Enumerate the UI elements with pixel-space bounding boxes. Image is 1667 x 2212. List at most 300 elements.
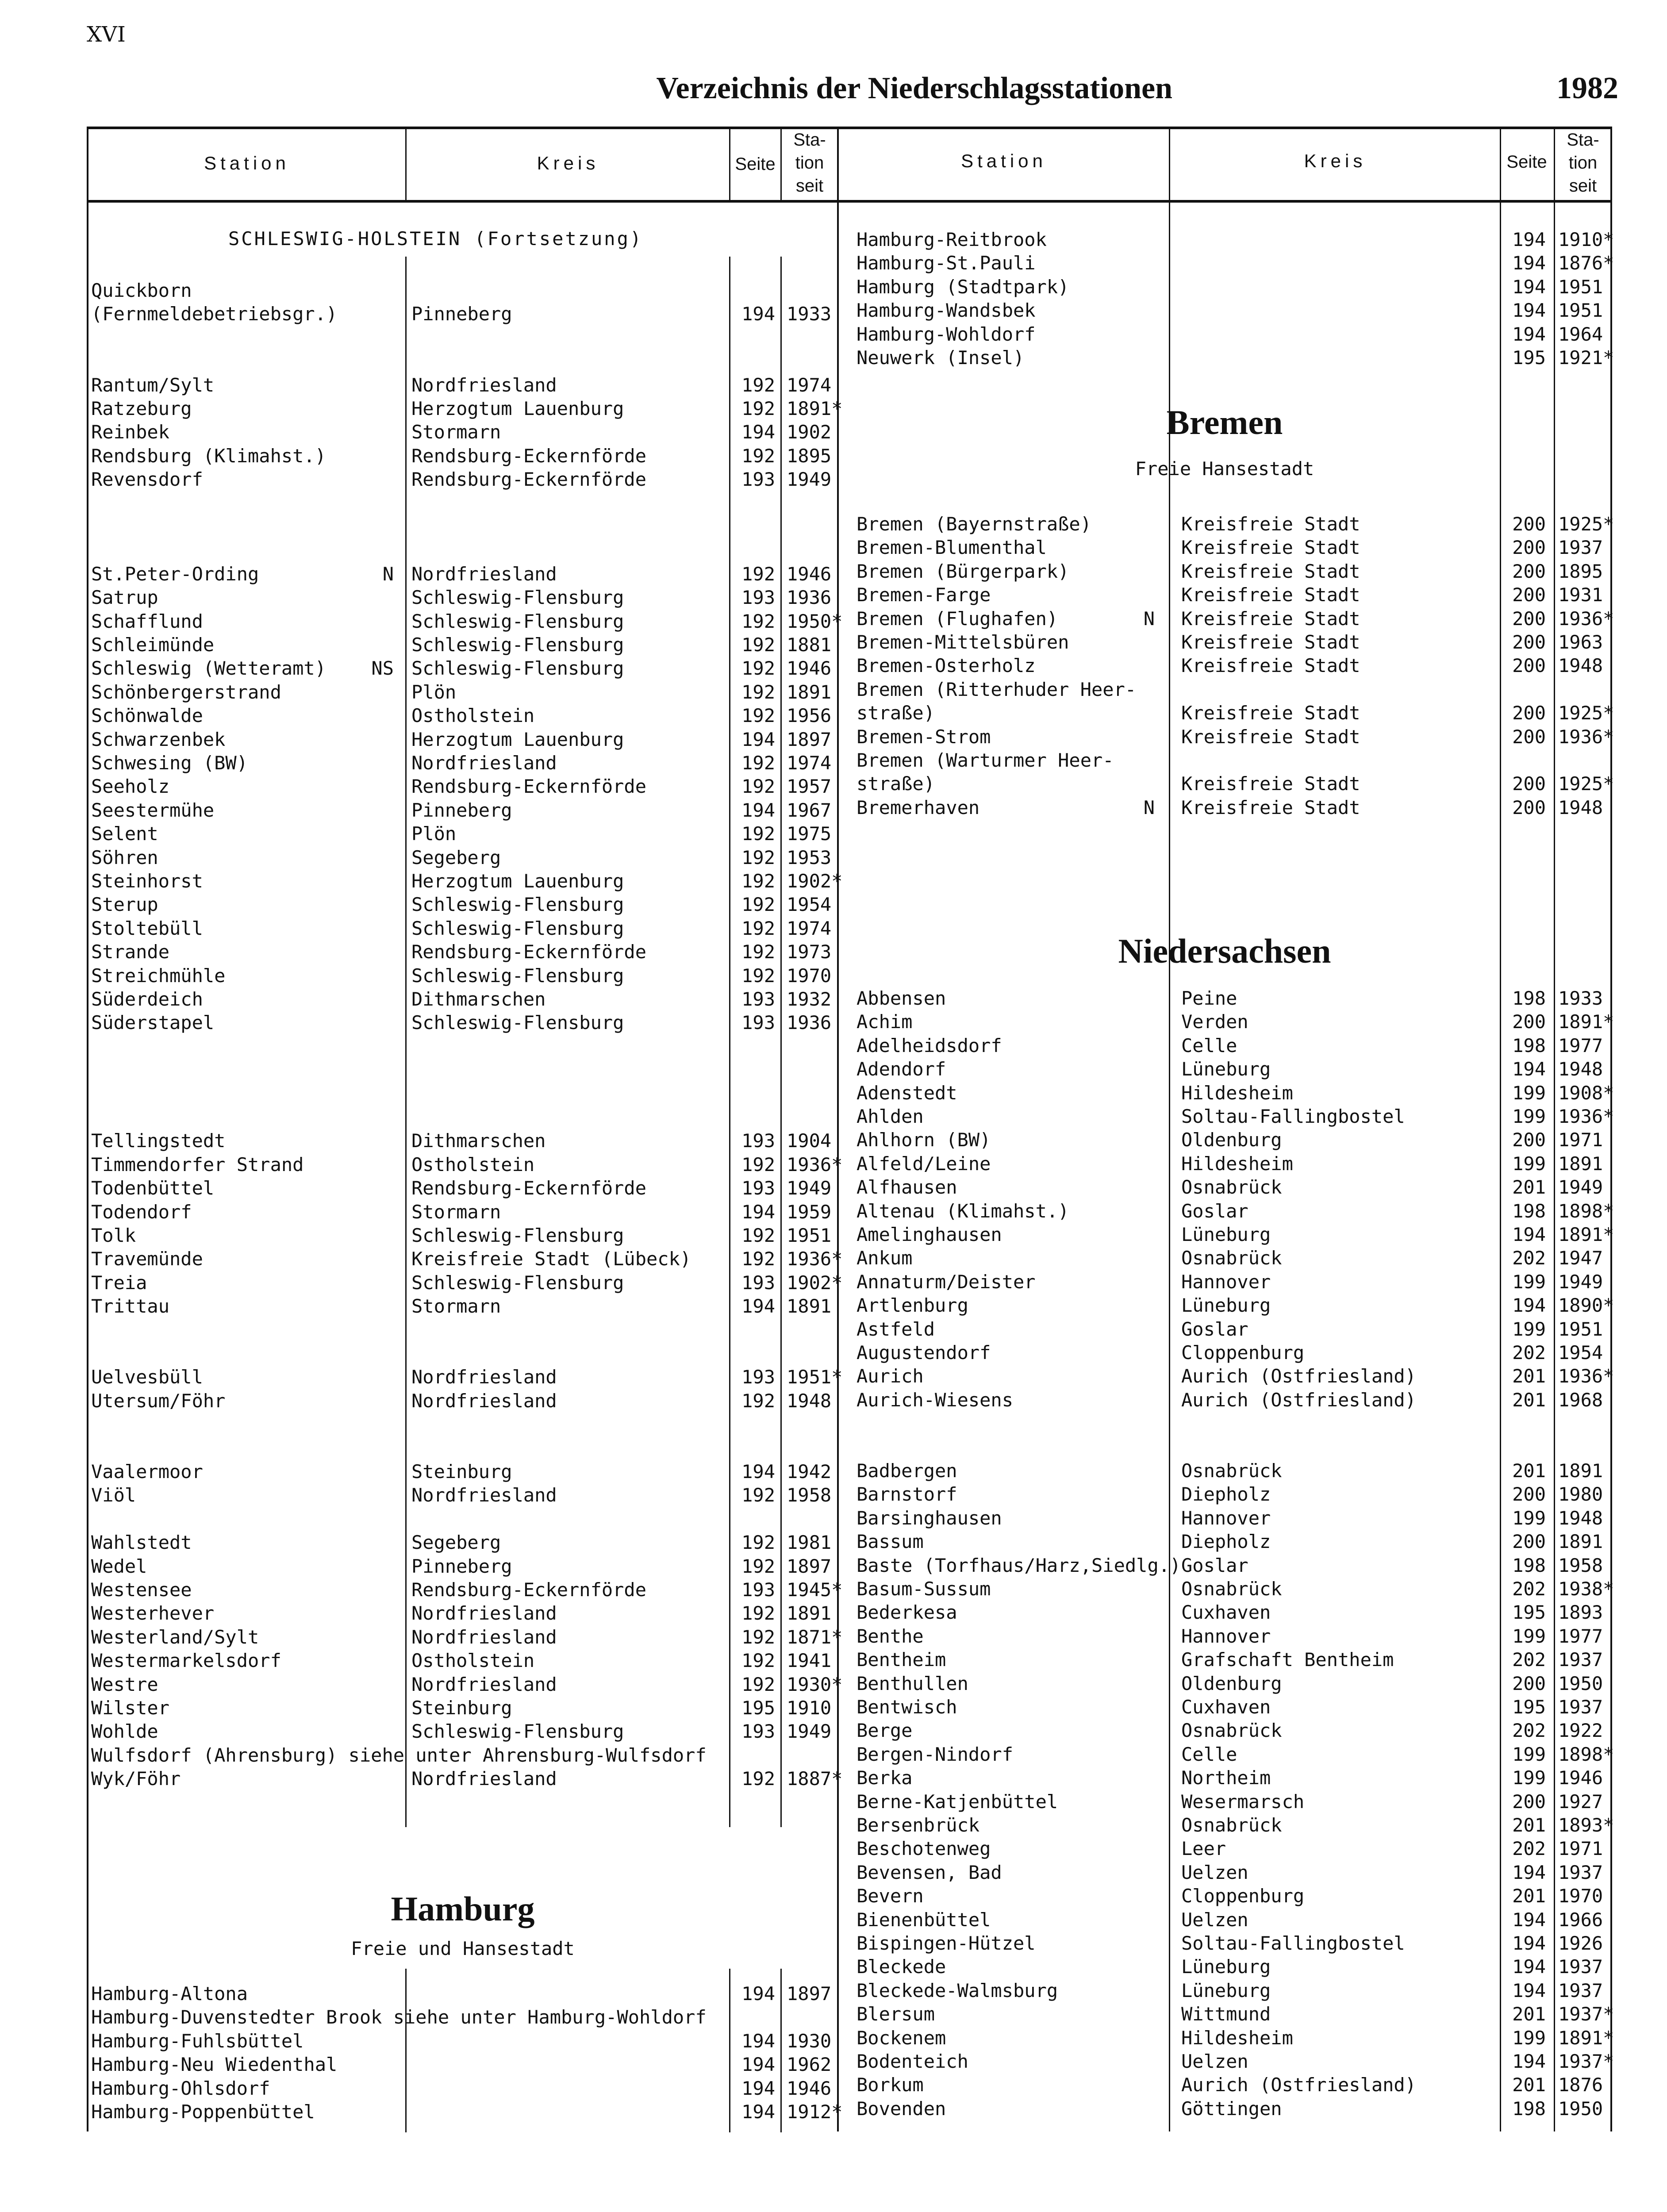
station-name: Adelheidsdorf (857, 1034, 1002, 1056)
table-row (0, 1884, 1667, 1908)
station-name: Hamburg-Neu Wiedenthal (91, 2054, 338, 2076)
station-name: Bentheim (857, 1649, 946, 1671)
station-year: 1887* (787, 1768, 843, 1790)
header-seit-line: seit (1569, 176, 1597, 196)
seite-value: 194 (741, 1983, 775, 2005)
seite-value: 202 (1512, 1342, 1546, 1363)
station-name: Schafflund (91, 610, 203, 632)
station-name: Schönwalde (91, 705, 203, 727)
seite-value: 198 (1512, 1200, 1546, 1222)
header-station-right: Station (961, 150, 1047, 171)
kreis-name: Osnabrück (1181, 1460, 1282, 1482)
seite-value: 201 (1512, 1460, 1546, 1482)
station-name: Wyk/Föhr (91, 1768, 181, 1790)
station-name: straße) (857, 702, 935, 724)
station-name: Benthe (857, 1625, 924, 1647)
seite-value: 192 (741, 657, 775, 680)
kreis-name: Hannover (1181, 1507, 1271, 1529)
kreis-name: Kreisfreie Stadt (1181, 631, 1360, 653)
seite-value: 194 (1512, 1224, 1546, 1245)
station-name: Tellingstedt (91, 1130, 226, 1152)
seite-value: 194 (1512, 1058, 1546, 1080)
station-year: 1950 (1558, 1672, 1603, 1694)
kreis-name: Wesermarsch (1181, 1790, 1305, 1813)
seite-value: 192 (741, 823, 775, 845)
station-year: 1946 (787, 563, 832, 585)
station-year: 1893 (1558, 1601, 1603, 1624)
kreis-name: Kreisfreie Stadt (1181, 702, 1360, 724)
kreis-name: Dithmarschen (411, 988, 546, 1010)
station-year: 1949 (1558, 1271, 1603, 1293)
kreis-name: Schleswig-Flensburg (411, 610, 624, 632)
table-row (0, 2002, 1667, 2026)
kreis-name: Nordfriesland (411, 1673, 557, 1695)
station-year: 1948 (1558, 796, 1603, 818)
table-row (0, 1034, 1667, 1057)
station-year: 1971 (1558, 1129, 1603, 1151)
station-name: Borkum (857, 2074, 924, 2096)
station-name: Söhren (91, 846, 158, 868)
station-name: Berka (857, 1767, 913, 1789)
station-year: 1951 (1558, 1318, 1603, 1340)
station-name: Wilster (91, 1697, 170, 1719)
page-year: 1982 (1556, 71, 1618, 105)
seite-value: 192 (741, 752, 775, 774)
station-name: Alfeld/Leine (857, 1152, 991, 1175)
station-name: Benthullen (857, 1672, 968, 1694)
kreis-name: Northeim (1181, 1767, 1271, 1789)
station-name: Selent (91, 823, 158, 845)
table-row (0, 1270, 1667, 1294)
kreis-name: Celle (1181, 1743, 1237, 1765)
seite-value: 193 (741, 1130, 775, 1152)
kreis-name: Schleswig-Flensburg (411, 1720, 624, 1743)
section-subtitle-bremen: Freie Hansestadt (1135, 458, 1314, 480)
kreis-name: Kreisfreie Stadt (1181, 560, 1360, 582)
table-row (0, 397, 1667, 420)
station-name: Süderstapel (91, 1012, 215, 1034)
station-name: Bremerhaven (857, 796, 980, 818)
seite-value: 201 (1512, 2003, 1546, 2025)
kreis-name: Diepholz (1181, 1483, 1271, 1505)
station-year: 1963 (1558, 631, 1603, 653)
kreis-name: Kreisfreie Stadt (1181, 584, 1360, 606)
seite-value: 192 (741, 681, 775, 703)
station-year: 1897 (787, 1983, 832, 2005)
station-year: 1962 (787, 2054, 832, 2076)
station-name: Berge (857, 1720, 913, 1742)
seite-value: 192 (741, 1602, 775, 1624)
station-name: Wedel (91, 1555, 147, 1577)
seite-value: 194 (1512, 1932, 1546, 1954)
kreis-name: Rendsburg-Eckernförde (411, 1579, 647, 1601)
table-row (0, 1695, 1667, 1719)
kreis-name: Schleswig-Flensburg (411, 634, 624, 656)
seite-value: 192 (741, 1225, 775, 1246)
station-year: 1927 (1558, 1790, 1603, 1813)
kreis-name: Göttingen (1181, 2097, 1282, 2120)
station-year: 1891* (787, 398, 843, 419)
station-name: Westerland/Sylt (91, 1626, 259, 1648)
station-name: Bergen-Nindorf (857, 1743, 1014, 1765)
seite-value: 192 (741, 1248, 775, 1270)
seite-value: 194 (1512, 1956, 1546, 1978)
table-top-rule (87, 127, 1612, 129)
kreis-name: Celle (1181, 1034, 1237, 1056)
kreis-name: Kreisfreie Stadt (Lübeck) (411, 1248, 691, 1270)
seite-value: 201 (1512, 1885, 1546, 1907)
kreis-name: Nordfriesland (411, 1390, 557, 1412)
station-year: 1949 (787, 469, 832, 491)
seite-value: 201 (1512, 1176, 1546, 1198)
station-year: 1967 (787, 799, 832, 821)
station-year: 1954 (787, 894, 832, 916)
seite-value: 200 (1512, 631, 1546, 653)
station-year: 1933 (1558, 987, 1603, 1009)
seite-value: 192 (741, 705, 775, 727)
seite-value: 199 (1512, 2027, 1546, 2049)
seite-value: 199 (1512, 1767, 1546, 1789)
table-row (0, 1719, 1667, 1742)
kreis-name: Herzogtum Lauenburg (411, 728, 624, 750)
station-name: Schleswig (Wetteramt) (91, 657, 326, 680)
station-year: 1926 (1558, 1932, 1603, 1954)
table-row (0, 1554, 1667, 1577)
station-year: 1937* (1558, 2003, 1614, 2025)
seite-value: 200 (1512, 1672, 1546, 1694)
station-year: 1954 (1558, 1342, 1603, 1363)
station-name: Streichmühle (91, 964, 226, 987)
kreis-name: Uelzen (1181, 1861, 1248, 1883)
kreis-name: Dithmarschen (411, 1130, 546, 1152)
table-row (0, 1837, 1667, 1860)
header-seite-left: Seite (735, 154, 776, 174)
seite-value: 199 (1512, 1082, 1546, 1104)
station-year: 1921* (1558, 347, 1614, 369)
station-name: Stoltebüll (91, 917, 203, 939)
seite-value: 195 (1512, 1696, 1546, 1718)
station-name: Revensdorf (91, 469, 203, 491)
kreis-name: Goslar (1181, 1318, 1248, 1340)
station-name: Berne-Katjenbüttel (857, 1790, 1058, 1813)
seite-value: 192 (741, 1484, 775, 1506)
kreis-name: Soltau-Fallingbostel (1181, 1106, 1405, 1127)
station-name: Hamburg-Ohlsdorf (91, 2077, 270, 2099)
kreis-name: Oldenburg (1181, 1129, 1282, 1151)
seite-value: 200 (1512, 1129, 1546, 1151)
station-year: 1891 (1558, 1152, 1603, 1175)
station-year: 1947 (1558, 1247, 1603, 1269)
kreis-name: Nordfriesland (411, 1484, 557, 1506)
station-year: 1876* (1558, 252, 1614, 274)
station-year: 1898* (1558, 1743, 1614, 1765)
kreis-name: Lüneburg (1181, 1979, 1271, 2001)
station-year: 1970 (787, 964, 832, 987)
seite-value: 199 (1512, 1743, 1546, 1765)
kreis-name: Stormarn (411, 421, 501, 443)
station-name: Alfhausen (857, 1176, 957, 1198)
station-name: Rendsburg (Klimahst.) (91, 445, 326, 467)
station-name: Hamburg-Wandsbek (857, 300, 1036, 322)
station-year: 1948 (1558, 655, 1603, 677)
station-year: 1910* (1558, 229, 1614, 250)
station-year: 1981 (787, 1532, 832, 1554)
station-name: Bentwisch (857, 1696, 957, 1718)
kreis-name: Goslar (1181, 1200, 1248, 1222)
seite-value: 194 (1512, 1294, 1546, 1317)
seite-value: 192 (741, 846, 775, 868)
table-row (0, 1790, 1667, 1813)
kreis-name: Ostholstein (411, 1650, 535, 1672)
station-name: Aurich (857, 1365, 924, 1387)
station-year: 1945* (787, 1579, 843, 1601)
seite-value: 192 (741, 1555, 775, 1577)
page-number: XVI (87, 22, 126, 47)
station-name: Bevern (857, 1885, 924, 1907)
table-header-rule (87, 200, 1612, 203)
header-station-left: Station (204, 153, 290, 173)
seite-value: 202 (1512, 1720, 1546, 1742)
station-marker: N (1143, 796, 1155, 818)
header-seit-line: Sta- (1567, 130, 1599, 150)
station-name: Schwarzenbek (91, 728, 226, 750)
station-year: 1937 (1558, 1649, 1603, 1671)
table-row (0, 1341, 1667, 1364)
station-name: Reinbek (91, 421, 170, 443)
station-year: 1941 (787, 1650, 832, 1672)
station-year: 1897 (787, 1555, 832, 1577)
seite-value: 199 (1512, 1625, 1546, 1647)
kreis-name: Schleswig-Flensburg (411, 917, 624, 939)
station-year: 1936 (787, 1012, 832, 1034)
kreis-name: Osnabrück (1181, 1720, 1282, 1742)
station-name: Barnstorf (857, 1483, 957, 1505)
kreis-name: Rendsburg-Eckernförde (411, 776, 647, 798)
section-banner: SCHLESWIG-HOLSTEIN (Fortsetzung) (228, 228, 643, 250)
kreis-name: Lüneburg (1181, 1058, 1271, 1080)
seite-value: 194 (741, 2054, 775, 2076)
seite-value: 194 (1512, 229, 1546, 250)
station-name: St.Peter-Ording (91, 563, 259, 585)
station-name: Bovenden (857, 2097, 946, 2120)
station-name: Altenau (Klimahst.) (857, 1200, 1069, 1222)
seite-value: 192 (741, 634, 775, 656)
seite-value: 195 (741, 1697, 775, 1719)
table-row (0, 822, 1667, 845)
station-name: Schwesing (BW) (91, 752, 248, 774)
station-name: straße) (857, 773, 935, 795)
station-year: 1974 (787, 752, 832, 774)
table-row (0, 2026, 1667, 2050)
page-title: Verzeichnis der Niederschlagsstationen (656, 71, 1172, 105)
table-row (0, 1081, 1667, 1105)
station-name: Westensee (91, 1579, 192, 1601)
seite-value: 194 (1512, 323, 1546, 345)
kreis-name: Pinneberg (411, 303, 512, 325)
station-name: Baste (Torfhaus/Harz,Siedlg.) (857, 1554, 1181, 1576)
station-name: Beschotenweg (857, 1838, 991, 1860)
kreis-name: Segeberg (411, 1532, 501, 1554)
seite-value: 194 (741, 1461, 775, 1482)
kreis-name: Osnabrück (1181, 1247, 1282, 1269)
table-row (0, 1128, 1667, 1152)
col-divider (780, 127, 782, 203)
seite-value: 194 (1512, 1861, 1546, 1883)
section-title-hamburg: Hamburg (391, 1889, 535, 1928)
seite-value: 200 (1512, 1483, 1546, 1505)
seite-value: 192 (741, 870, 775, 892)
seite-value: 199 (1512, 1152, 1546, 1175)
station-year: 1871* (787, 1626, 843, 1648)
seite-value: 194 (741, 2101, 775, 2123)
station-name: Wohlde (91, 1720, 158, 1743)
seite-value: 202 (1512, 1578, 1546, 1600)
table-row (0, 1955, 1667, 1978)
table-row (0, 2097, 1667, 2120)
header-kreis-right: Kreis (1304, 150, 1367, 171)
station-year: 1893* (1558, 1814, 1614, 1836)
seite-value: 192 (741, 776, 775, 798)
table-row (0, 1152, 1667, 1175)
station-name: Bremen (Bayernstraße) (857, 513, 1092, 535)
station-name: Achim (857, 1011, 913, 1033)
table-row (0, 796, 1667, 819)
seite-value: 200 (1512, 1011, 1546, 1033)
station-name: Treia (91, 1271, 147, 1294)
seite-value: 200 (1512, 796, 1546, 818)
table-row (0, 583, 1667, 607)
station-year: 1902* (787, 870, 843, 892)
table-row (0, 560, 1667, 583)
station-name: Amelinghausen (857, 1224, 1002, 1245)
table-row (0, 251, 1667, 275)
table-row (0, 1813, 1667, 1837)
station-name: Astfeld (857, 1318, 935, 1340)
station-year: 1936* (1558, 726, 1614, 748)
seite-value: 193 (741, 1579, 775, 1601)
seite-value: 193 (741, 1271, 775, 1294)
station-name: Trittau (91, 1295, 170, 1317)
station-year: 1950* (787, 610, 843, 632)
seite-value: 200 (1512, 513, 1546, 535)
header-seit-line: tion (1568, 153, 1598, 173)
station-name: Westerhever (91, 1602, 215, 1624)
seite-value: 200 (1512, 560, 1546, 582)
station-year: 1898* (1558, 1200, 1614, 1222)
table-row (0, 512, 1667, 536)
station-year: 1937 (1558, 1861, 1603, 1883)
station-name: Ratzeburg (91, 398, 192, 419)
station-name: Satrup (91, 587, 158, 609)
table-row (0, 1506, 1667, 1530)
kreis-name: Osnabrück (1181, 1176, 1282, 1198)
seite-value: 192 (741, 941, 775, 963)
station-name: Bremen-Blumenthal (857, 537, 1047, 559)
seite-value: 193 (741, 469, 775, 491)
kreis-name: Cuxhaven (1181, 1696, 1271, 1718)
station-name: Barsinghausen (857, 1507, 1002, 1529)
station-name: Basum-Sussum (857, 1578, 991, 1600)
table-row (0, 869, 1667, 893)
station-name: Todenbüttel (91, 1177, 215, 1199)
kreis-name: Schleswig-Flensburg (411, 894, 624, 916)
station-year: 1902* (787, 1271, 843, 1294)
seite-value: 192 (741, 1768, 775, 1790)
station-name: Augustendorf (857, 1342, 991, 1363)
kreis-name: Kreisfreie Stadt (1181, 607, 1360, 630)
header-seit-left (782, 128, 837, 197)
kreis-name: Lüneburg (1181, 1956, 1271, 1978)
station-name: Viöl (91, 1484, 136, 1506)
seite-value: 194 (741, 799, 775, 821)
kreis-name: Uelzen (1181, 1909, 1248, 1931)
kreis-name: Kreisfreie Stadt (1181, 773, 1360, 795)
station-name: Bremen (Bürgerpark) (857, 560, 1069, 582)
station-name: Bleckede (857, 1956, 946, 1978)
header-kreis-left: Kreis (537, 153, 599, 173)
table-row (0, 701, 1667, 725)
seite-value: 192 (741, 1390, 775, 1412)
station-year: 1959 (787, 1201, 832, 1223)
seite-value: 194 (741, 303, 775, 325)
station-year: 1942 (787, 1461, 832, 1482)
station-year: 1936* (787, 1248, 843, 1270)
station-name: Bremen-Strom (857, 726, 991, 748)
seite-value: 202 (1512, 1649, 1546, 1671)
seite-value: 192 (741, 1673, 775, 1695)
kreis-name: Cloppenburg (1181, 1885, 1305, 1907)
table-row (0, 346, 1667, 369)
station-year: 1971 (1558, 1838, 1603, 1860)
station-year: 1937* (1558, 2051, 1614, 2072)
table-row (0, 373, 1667, 397)
kreis-name: Osnabrück (1181, 1814, 1282, 1836)
station-year: 1925* (1558, 773, 1614, 795)
seite-value: 199 (1512, 1106, 1546, 1127)
station-name: Bremen (Flughafen) (857, 607, 1058, 630)
station-name: Rantum/Sylt (91, 374, 215, 396)
seite-value: 201 (1512, 1814, 1546, 1836)
station-name: Seeholz (91, 776, 170, 798)
kreis-name: Hannover (1181, 1271, 1271, 1293)
station-name: Quickborn (91, 280, 192, 301)
table-row (0, 1482, 1667, 1506)
seite-value: 192 (741, 894, 775, 916)
kreis-name: Nordfriesland (411, 752, 557, 774)
station-name: Vaalermoor (91, 1461, 203, 1482)
seite-value: 200 (1512, 1790, 1546, 1813)
station-year: 1912* (787, 2101, 843, 2123)
kreis-name: Schleswig-Flensburg (411, 1271, 624, 1294)
seite-value: 198 (1512, 1034, 1546, 1056)
kreis-name: Ostholstein (411, 1153, 535, 1175)
station-year: 1937 (1558, 1956, 1603, 1978)
seite-value: 192 (741, 1626, 775, 1648)
kreis-name: Stormarn (411, 1201, 501, 1223)
kreis-name: Stormarn (411, 1295, 501, 1317)
seite-value: 194 (741, 728, 775, 750)
station-year: 1890* (1558, 1294, 1614, 1317)
table-row (0, 1932, 1667, 1955)
station-year: 1966 (1558, 1909, 1603, 1931)
seite-value: 198 (1512, 987, 1546, 1009)
station-name: Hamburg-Wohldorf (857, 323, 1036, 345)
kreis-name: Schleswig-Flensburg (411, 1225, 624, 1246)
station-year: 1922 (1558, 1720, 1603, 1742)
station-marker: NS (371, 657, 394, 680)
station-name: Hamburg-Fuhlsbüttel (91, 2030, 304, 2052)
kreis-name: Cuxhaven (1181, 1601, 1271, 1624)
